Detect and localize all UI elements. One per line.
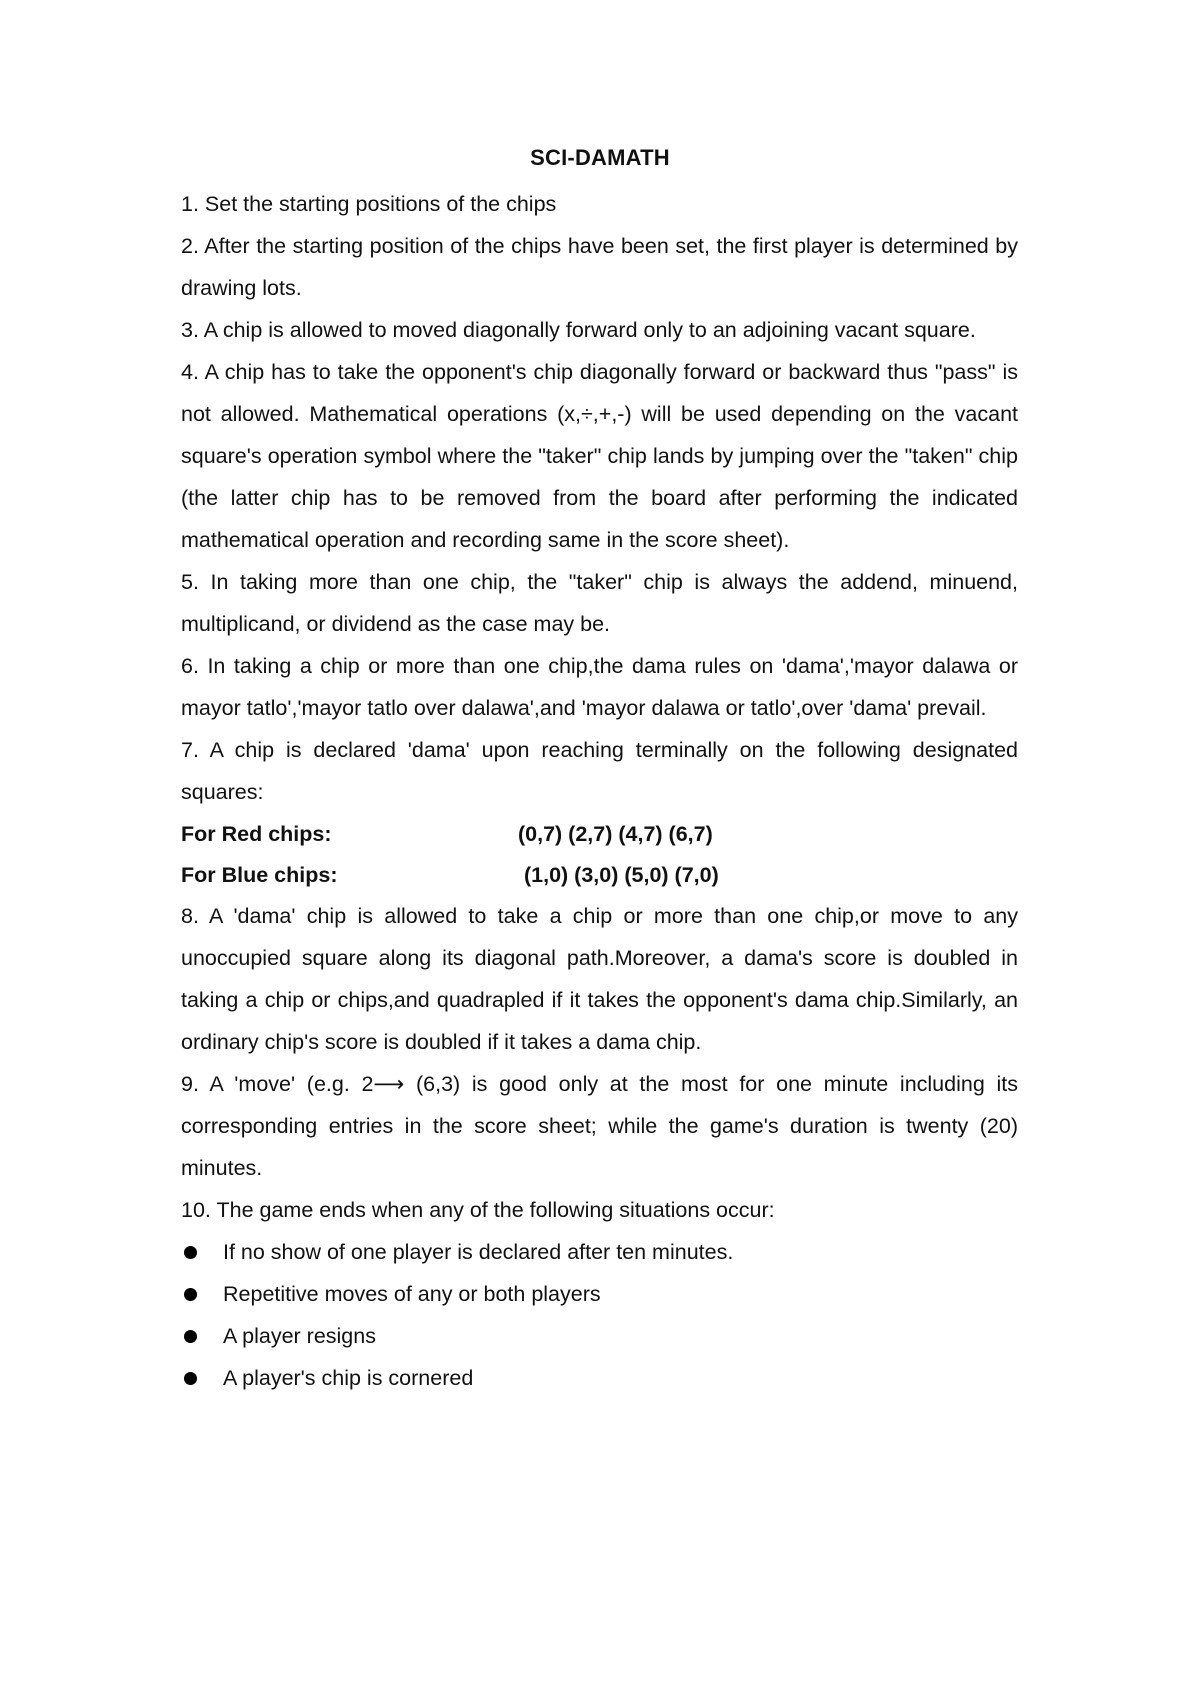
end-condition-item xyxy=(181,1273,1018,1315)
rule-5: 5. In taking more than one chip, the "taker" chip is always the addend, minuend, multiplicand, or dividend as the case may be. xyxy=(181,570,1018,636)
end-condition-text: A player resigns xyxy=(223,1324,376,1348)
blue-chips-squares: (1,0) (3,0) (5,0) (7,0) xyxy=(524,863,719,887)
rule-1: 1. Set the starting positions of the chips xyxy=(181,192,557,216)
rule-4: 4. A chip has to take the opponent's chip diagonally forward or backward thus "pass" is not allowed. Mathematical operations (x,÷,+,-) will be used depending on the vacant square's operation symbol where the "taker" chip lands by jumping over the "taken" chip (the latter chip has to be removed from the board after performing the indicated mathematical operation and recording same in the score sheet). xyxy=(181,360,1018,552)
rule-2: 2. After the starting position of the chips have been set, the first player is determined by drawing lots. xyxy=(181,234,1018,300)
rule-6: 6. In taking a chip or more than one chip,the dama rules on 'dama','mayor dalawa or mayor tatlo','mayor tatlo over dalawa',and 'mayor dalawa or tatlo',over 'dama' prevail. xyxy=(181,654,1018,720)
rule-9: 9. A 'move' (e.g. 2⟶ (6,3) is good only at the most for one minute including its corresponding entries in the score sheet; while the game's duration is twenty (20) minutes. xyxy=(181,1072,1018,1180)
bullet-icon xyxy=(184,1330,197,1343)
rule-7: 7. A chip is declared 'dama' upon reaching terminally on the following designated squares: xyxy=(181,738,1018,804)
document-title: SCI-DAMATH xyxy=(530,145,670,170)
end-condition-item xyxy=(181,1357,1018,1399)
bullet-icon xyxy=(184,1372,197,1385)
red-dama-squares xyxy=(181,813,1018,854)
end-condition-text: If no show of one player is declared after ten minutes. xyxy=(223,1240,734,1264)
end-condition-text: A player's chip is cornered xyxy=(223,1366,474,1390)
end-condition-item xyxy=(181,1315,1018,1357)
end-condition-item xyxy=(181,1231,1018,1273)
end-condition-text: Repetitive moves of any or both players xyxy=(223,1282,601,1306)
rule-8: 8. A 'dama' chip is allowed to take a chip or more than one chip,or move to any unoccupied square along its diagonal path.Moreover, a dama's score is doubled in taking a chip or chips,and quadrapled if it takes the opponent's dama chip.Similarly, an ordinary chip's score is doubled if it takes a dama chip. xyxy=(181,904,1018,1054)
rule-10: 10. The game ends when any of the following situations occur: xyxy=(181,1198,775,1222)
bullet-icon xyxy=(184,1288,197,1301)
blue-chips-label: For Blue chips: xyxy=(181,863,338,887)
red-chips-label: For Red chips: xyxy=(181,822,332,846)
rule-3: 3. A chip is allowed to moved diagonally forward only to an adjoining vacant square. xyxy=(181,318,976,342)
bullet-icon xyxy=(184,1246,197,1259)
blue-dama-squares xyxy=(181,854,1018,895)
document-body xyxy=(181,183,1018,1399)
red-chips-squares: (0,7) (2,7) (4,7) (6,7) xyxy=(518,822,713,846)
